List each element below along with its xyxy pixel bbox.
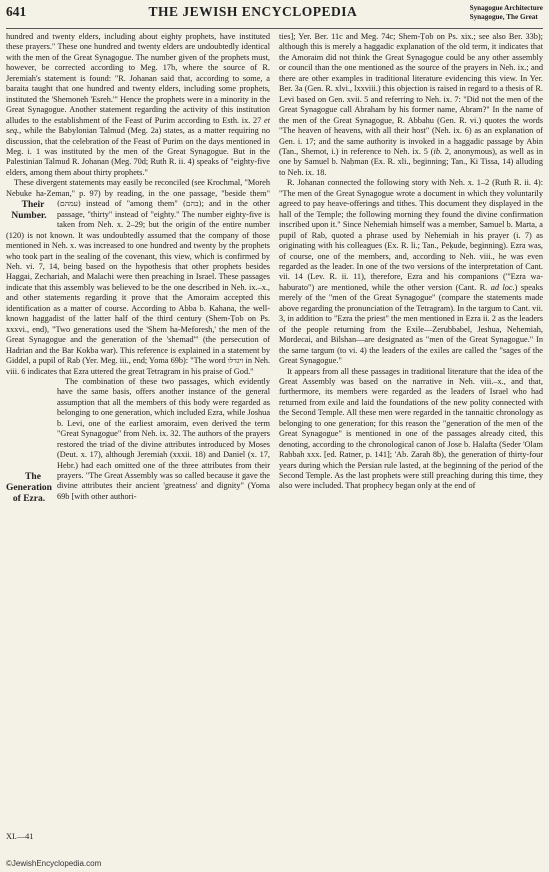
paragraph: These divergent statements may easily be reconciled (see Krochmal, "Moreh Nebuke ha-Zeman," p. 97) by reading, in the one passage, "beside them" (עמהם) Their Number. instead of "among them" (בהם); and in the other passage, "thirty" instead of "eighty." The number eighty-five is taken from Neh. x. 2–29; but the origin of the entire number (120) is not known. It was undoubtedly assumed that the company of those mentioned in Neh. x. was increased to one hundred and twenty by the prophets who took part in the sealing of the covenant, this view, which is confirmed by Neh. vi. 7, 14, being based on the hypothesis that other prophets besides Haggai, Zechariah, and Malachi were then preaching in Israel. These passages indicate that this assembly was believed to be the one described in Neh. ix.–x., and other statements regarding it prove that the Amoraim accepted this identification as a matter of course. According to Abba b. Kahana, the well-known haggadist of the latter half of the third century (Shem-Ṭob on Ps. xxxvi., end), "Two generations used the 'Shem ha-Meforesh,' the men of the Great Synagogue and the generation of the 'shemad'" (the persecution of Hadrian and the Bar Kokba war). This reference is explained in a statement by Giddel, a pupil of Rab (Yer. Meg. iii., end; Yoma 69b): "The word ויגדלו in Neh. viii. 6 indicates that Ezra uttered the great Tetragram in his praise of God.": [6, 178, 271, 376]
copyright-footer: ©JewishEncyclopedia.com: [6, 859, 102, 868]
paragraph: hundred and twenty elders, including about eighty prophets, have instituted these prayers." These one hundred and twenty elders are undoubtedly identical with the men of the Great Synagogue. The number given of the prophets must, however, be corrected according to Meg. 17b, where the source of R. Jeremiah's statement is found: "R. Johanan said that, according to some, a baraita taught that one hundred and twenty elders, including some prophets, instituted the 'Shemoneh 'Esreh.'" Hence the prophets were in a minority in the Great Synagogue. Another statement regarding the activity of this institution alludes to the establishment of the Feast of Purim according to Esth. ix. 27 et seq., while the Babylonian Talmud (Meg. 2a) states, as a matter requiring no discussion, that the celebration of the Feast of Purim on the days mentioned in Meg. i. 1 was instituted by the men of the Great Synagogue. But in the Palestinian Talmud R. Johanan (Meg. 70d; Ruth R. ii. 4) speaks of "eighty-five elders, among them about thirty prophets.": [6, 32, 271, 177]
paragraph: The Generation of Ezra. The combination of these two passages, which evidently have the same basis, offers another instance of the general assumption that all the members of this body were regarded as belonging to one generation, which included Ezra, while Joshua b. Levi, one of the earliest amoraim, even derived the term "Great Synagogue" from Neh. ix. 32. The authors of the prayers restored the triad of the divine attributes introduced by Moses (Deut. x. 17), although Jeremiah (xxxii. 18) and Daniel (x. 17, Hebr.) had each omitted one of the three attributes from their prayers. "The Great Assembly was so called because it gave the divine attributes their ancient 'greatness' and dignity" (Yoma 69b [with other authori-: [6, 376, 270, 504]
hebrew-text: ויגדלו: [227, 356, 244, 366]
paragraph: R. Johanan connected the following story with Neh. x. 1–2 (Ruth R. ii. 4): "The men of the Great Synagogue wrote a document in which they voluntarily agreed to pay heave-offerings and tithes. This document they displayed in the hall of the Temple; the following morning they found the divine confirmation inscribed upon it." Since Nehemiah himself was a member, Samuel b. Marta, a pupil of Rab, quoted a phrase used by Nehemiah in his prayer (i. 7) as originating with his colleagues (Ex. R. li.; Tan., Peḳude, beginning). Ezra was, of course, one of the members, and, according to Neh. viii., he was even regarded as the leader. In one of the two versions of the interpretation of Cant. vii. 14 (Lev. R. ii. 11), therefore, Ezra and his companions ("'Ezra wa-haburato") are mentioned, while the other version (Cant. R. ad loc.) speaks merely of the "men of the Great Synagogue" (compare the statements made above regarding the pronunciation of the Tetragram). In the targum to Cant. vii. 3, in addition to "Ezra the priest" the men mentioned in Ezra ii. 2 as the leaders of the people returning from the Exile—Zerubbabel, Jeshua, Nehemiah, Mordecai, and Bilshan—are designated as "men of the Great Synagogue." In the same targum (to vi. 4) the leaders of the exiles are called the "sages of the Great Synagogue.": [279, 178, 543, 366]
page-header: [6, 4, 543, 29]
page-title: THE JEWISH ENCYCLOPEDIA: [148, 4, 358, 19]
signature-mark: XI.—41: [6, 832, 34, 841]
hebrew-text: (עמהם): [57, 199, 81, 209]
sidenote-generation-of-ezra: The Generation of Ezra.: [6, 471, 52, 504]
paragraph: ties]; Yer. Ber. 11c and Meg. 74c; Shem-Ṭob on Ps. xix.; see also Ber. 33b); although this is merely a haggadic explanation of the old term, it indicates that the Amoraim did not think the Great Synagogue could be any other assembly or council than the one mentioned as the source of the prayers in Neh. ix.; and there are other examples in traditional literature evidencing this view. In Yer. Ber. 3a (Gen. R. xlvi., lxxviii.) this objection is raised in regard to a thesis of R. Levi based on Gen. xvii. 5 and referring to Neh. ix. 7: "Did not the men of the Great Synagogue call Abraham by his former name, Abram?" In the name of the men of the Great Synagogue, R. Abbahu (Gen. R. vi.) quotes the words "The heaven of heavens, with all their host" (Neh. ix. 6) as an explanation of Gen. i. 17; and the same authority is invoked in a haggadic passage by Abin (Tan., Shemot, i.) in reference to Neh. ix. 5 (ib. 2, anonymous), as well as in one by Samuel b. Naḥman (Ex. R. xli., beginning; Tan., Ki Tissa, 14) alluding to Neh. ix. 18.: [279, 32, 543, 177]
page-number: 641: [6, 4, 27, 19]
running-head: [470, 4, 543, 21]
running-head-line2: Synagogue, The Great: [469, 12, 538, 21]
article-columns: [6, 32, 543, 506]
sidenote-their-number: Their Number.: [11, 200, 47, 222]
left-column: [6, 32, 270, 506]
paragraph: It appears from all these passages in traditional literature that the idea of the Great Assembly was based on the narrative in Neh. viii.–x., and that, furthermore, its members were regarded as the leaders of Israel who had returned from exile and laid the foundations of the new polity connected with the Second Temple. All these men were regarded in the tannaitic chronology as belonging to one generation; for this reason the "generation of the men of the Great Synagogue" is mentioned in one of the passages already cited, this denoting, according to the chronological canon of Jose b. Halafta (Seder 'Olam Rabbah xxx. [ed. Ratner, p. 141]; 'Ab. Zarah 8b), the generation of thirty-four years during which the Persian rule lasted, at the beginning of the period of the Second Temple. As the last prophets were still preaching during this time, they also were included. That prophecy began only at the end of: [279, 366, 543, 491]
running-head-line1: Synagogue Architecture: [469, 4, 543, 12]
hebrew-text: (בהם): [182, 199, 202, 209]
right-column: [279, 32, 543, 506]
